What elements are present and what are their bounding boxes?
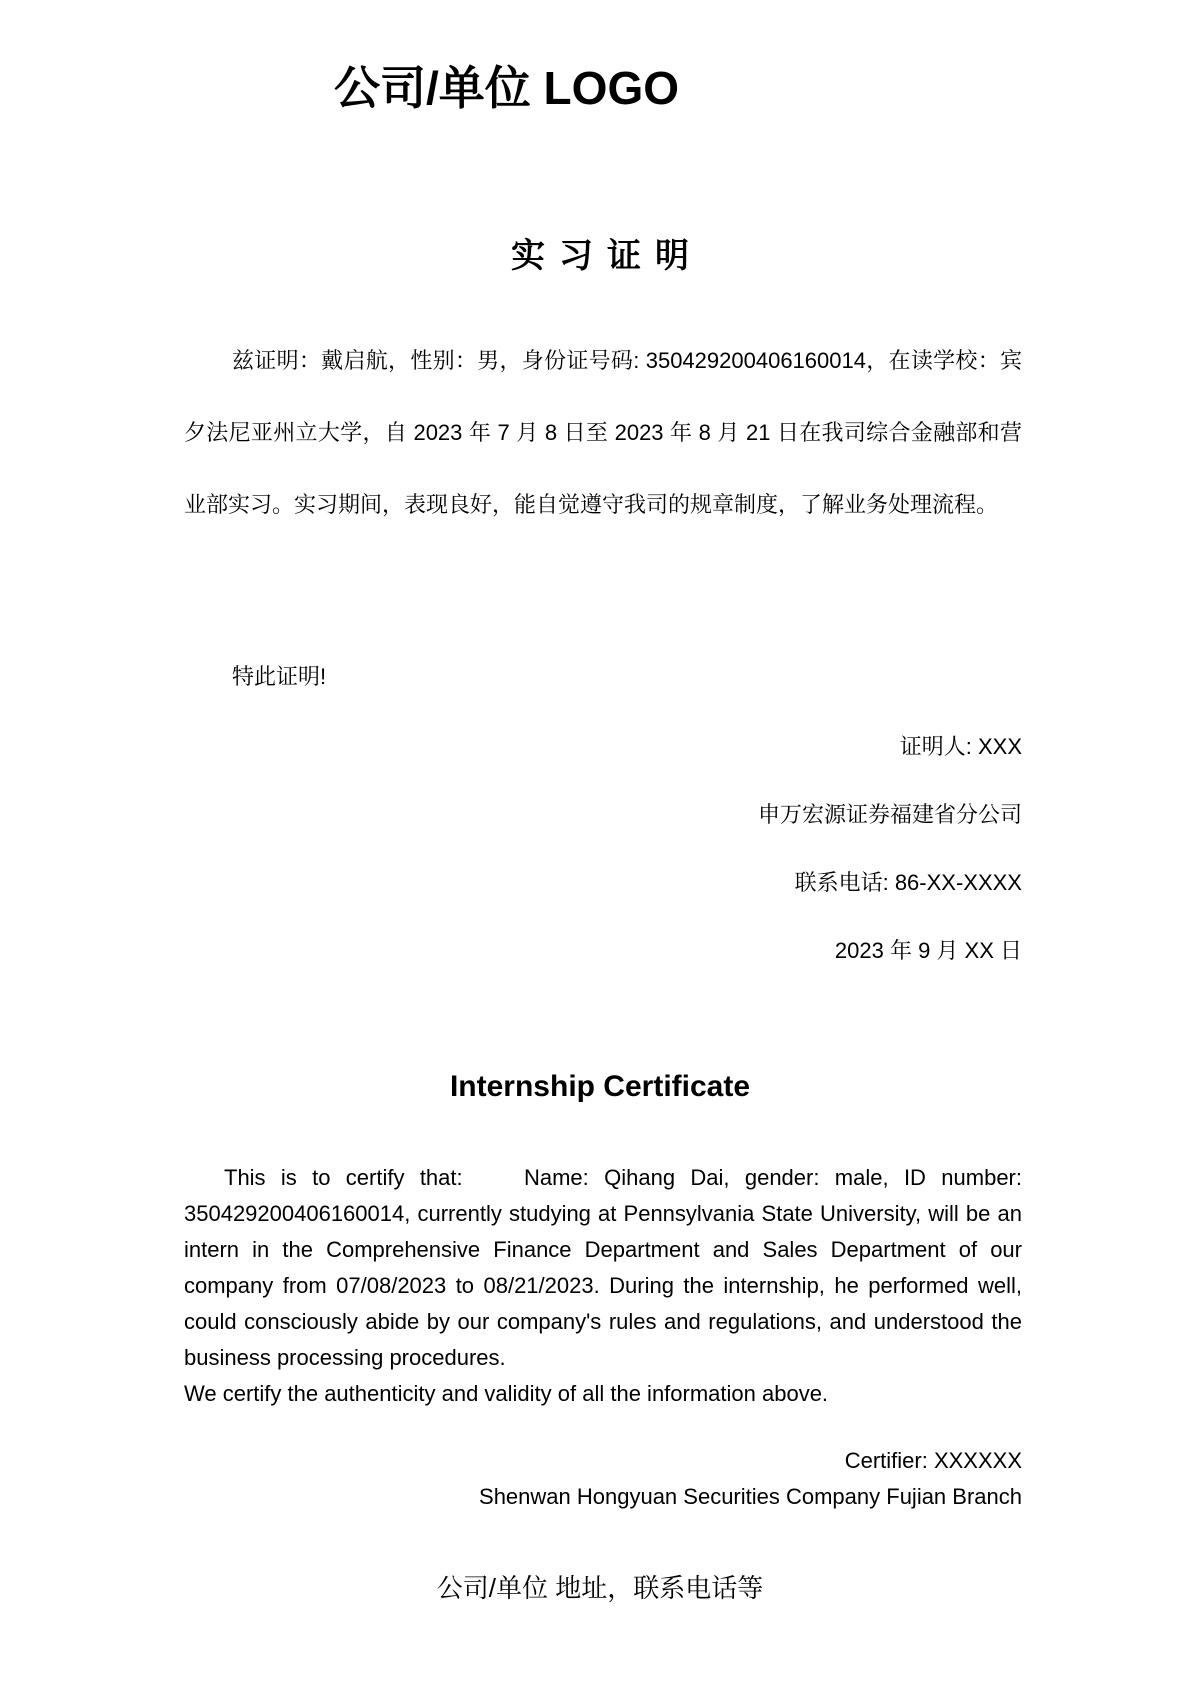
english-title: Internship Certificate <box>449 1070 751 1103</box>
company-logo-placeholder: 公司/单位 LOGO <box>334 62 679 114</box>
footer-address-contact: 公司/单位 地址，联系电话等 <box>436 1573 764 1603</box>
chinese-date: 2023 年 9 月 XX 日 <box>834 938 1022 963</box>
english-company-name: Shenwan Hongyuan Securities Company Fujian Branch <box>479 1484 1022 1509</box>
chinese-body-paragraph: 兹证明：戴启航，性别：男，身份证号码: 350429200406160014，在读学校：宾夕法尼亚州立大学，自 2023 年 7 月 8 日至 2023 年 8 月 21 日在我司综合金融部和营业部实习。实习期间，表现良好，能自觉遵守我司的规章制度，了解业务处理流程。 <box>184 348 1022 517</box>
chinese-title: 实习证明 <box>511 237 703 275</box>
english-body <box>184 1160 1029 1412</box>
english-body-paragraph: This is to certify that: Name: Qihang Dai, gender: male, ID number: 350429200406160014, currently studying at Pennsylvania State University, will be an intern in the Comprehensive Finance Department and Sales Department of our company from 07/08/2023 to 08/21/2023. During the internship, he performed well, could consciously abide by our company's rules and regulations, and understood the business processing procedures. <box>184 1165 1029 1370</box>
english-statement: We certify the authenticity and validity of all the information above. <box>184 1381 829 1406</box>
english-certifier: Certifier: XXXXXX <box>844 1448 1022 1473</box>
chinese-company-name: 申万宏源证券福建省分公司 <box>757 802 1022 827</box>
chinese-certifier: 证明人: XXX <box>899 734 1022 759</box>
chinese-contact-phone: 联系电话: 86-XX-XXXX <box>794 870 1022 895</box>
chinese-closing: 特此证明! <box>232 664 327 689</box>
